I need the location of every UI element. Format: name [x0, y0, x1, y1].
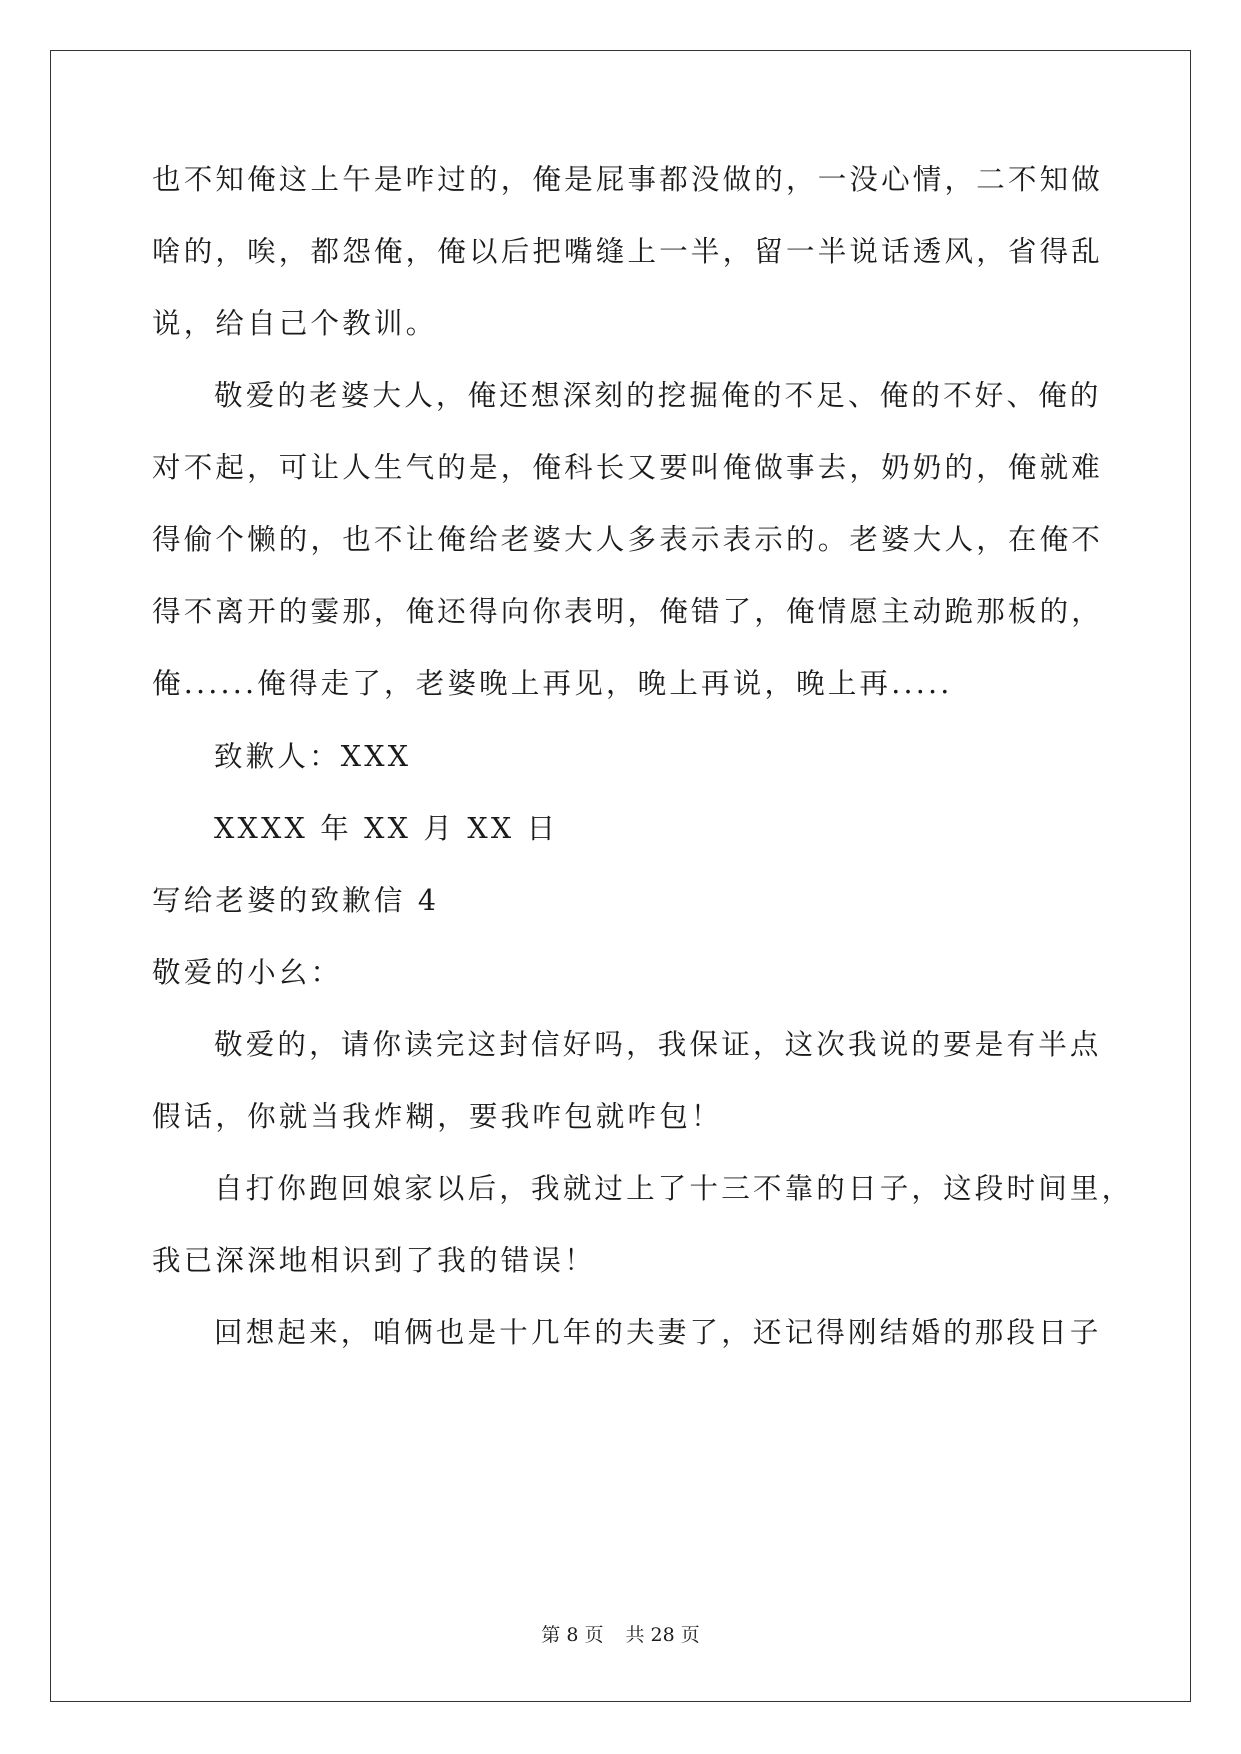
- page-frame: [50, 50, 1191, 1702]
- paragraph-line: 得不离开的霎那，俺还得向你表明，俺错了，俺情愿主动跪那板的，: [152, 595, 1104, 628]
- page-number: 第 8 页: [541, 1624, 604, 1646]
- paragraph-line: 也不知俺这上午是咋过的，俺是屁事都没做的，一没心情，二不知做: [152, 163, 1104, 196]
- paragraph-line: 敬爱的老婆大人，俺还想深刻的挖掘俺的不足、俺的不好、俺的: [214, 379, 1102, 412]
- paragraph-line: 自打你跑回娘家以后，我就过上了十三不靠的日子，这段时间里，: [214, 1172, 1134, 1205]
- paragraph-line: 对不起，可让人生气的是，俺科长又要叫俺做事去，奶奶的，俺就难: [152, 451, 1104, 484]
- paragraph-line: 俺......俺得走了，老婆晚上再见，晚上再说，晚上再.....: [152, 667, 953, 700]
- salutation: 敬爱的小幺：: [152, 956, 343, 989]
- section-title: 写给老婆的致歉信 4: [152, 884, 440, 917]
- page-footer: [0, 1620, 1241, 1647]
- date-line: XXXX 年 XX 月 XX 日: [214, 812, 559, 845]
- paragraph-line: 啥的，唉，都怨俺，俺以后把嘴缝上一半，留一半说话透风，省得乱: [152, 235, 1104, 268]
- paragraph-line: 敬爱的，请你读完这封信好吗，我保证，这次我说的要是有半点: [214, 1028, 1102, 1061]
- paragraph-line: 得偷个懒的，也不让俺给老婆大人多表示表示的。老婆大人，在俺不: [152, 523, 1104, 556]
- signature-line: 致歉人：XXX: [214, 740, 412, 773]
- paragraph-line: 假话，你就当我炸糊，要我咋包就咋包！: [152, 1100, 723, 1133]
- paragraph-line: 说，给自己个教训。: [152, 307, 438, 340]
- paragraph-line: 我已深深地相识到了我的错误！: [152, 1244, 596, 1277]
- page-total: 共 28 页: [625, 1624, 700, 1646]
- paragraph-line: 回想起来，咱俩也是十几年的夫妻了，还记得刚结婚的那段日子: [214, 1316, 1102, 1349]
